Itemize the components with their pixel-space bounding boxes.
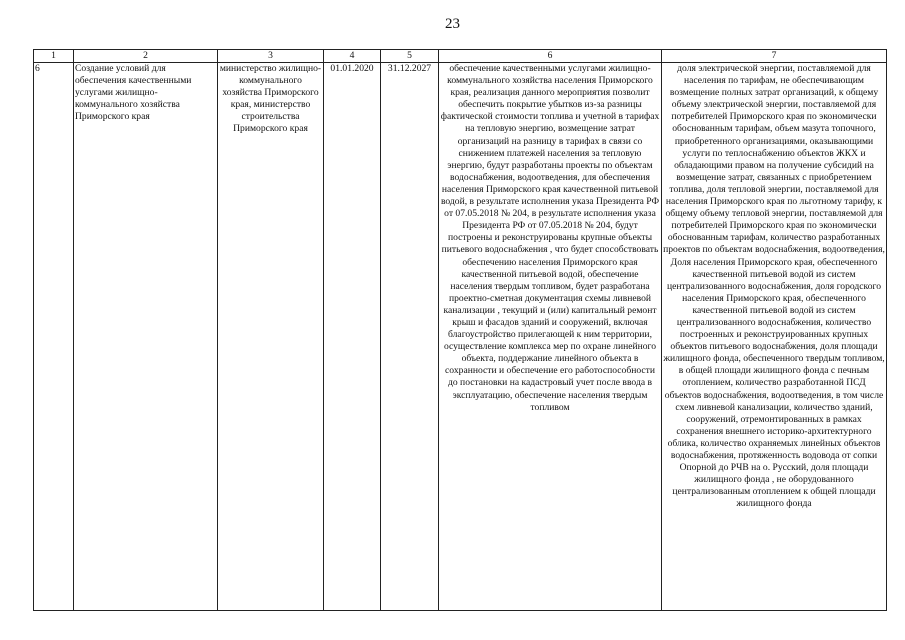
column-number-3: 3 [218, 50, 324, 63]
end-date: 31.12.2027 [381, 63, 439, 611]
start-date: 01.01.2020 [324, 63, 381, 611]
column-number-5: 5 [381, 50, 439, 63]
program-table [33, 49, 887, 611]
row-number: 6 [34, 63, 74, 611]
table-row [34, 63, 887, 611]
column-number-6: 6 [439, 50, 662, 63]
column-number-1: 1 [34, 50, 74, 63]
column-number-row [34, 50, 887, 63]
column-number-4: 4 [324, 50, 381, 63]
column-number-7: 7 [662, 50, 887, 63]
column-number-2: 2 [74, 50, 218, 63]
responsible-executor: министерство жилищно-коммунального хозяйства Приморского края, министерство строительства Приморского края [218, 63, 324, 611]
activity-name: Создание условий для обеспечения качественными услугами жилищно-коммунального хозяйства Приморского края [74, 63, 218, 611]
target-indicators: доля электрической энергии, поставляемой для населения по тарифам, не обеспечивающим возмещение полных затрат организаций, к общему объему электрической энергии, поставляемой для потребителей Приморского края по экономически обоснованным тарифам, объем мазута топочного, приобретенного организациями, оказывающими услуги по теплоснабжению объектов ЖКХ и обладающими правом на получение субсидий на возмещение затрат, связанных с приобретением топлива, доля тепловой энергии, поставляемой для населения Приморского края по льготному тарифу, к общему объему тепловой энергии, поставляемой для потребителей Приморского края по экономически обоснованным тарифам, количество разработанных проектов по объектам водоснабжения, водоотведения, Доля населения Приморского края, обеспеченного качественной питьевой водой из систем централизованного водоснабжения, доля городского населения Приморского края, обеспеченного качественной питьевой водой из систем централизованного водоснабжения, количество построенных и реконструированных крупных объектов питьевого водоснабжения, доля площади жилищного фонда, обеспеченного твердым топливом, в общей площади жилищного фонда с печным отоплением, количество разработанной ПСД объектов водоснабжения, водоотведения, в том числе схем ливневой канализации, количество зданий, сооружений, отремонтированных в рамках сохранения внешнего историко-архитектурного облика, количество охраняемых линейных объектов водоснабжения, протяженность водовода от сопки Опорной до РЧВ на о. Русский, доля площади жилищного фонда , не оборудованного централизованным отоплением к общей площади жилищного фонда [662, 63, 887, 611]
expected-result: обеспечение качественными услугами жилищно-коммунального хозяйства населения Приморского края, реализация данного мероприятия позволит обеспечить покрытие убытков из-за разницы фактической стоимости топлива и учетной в тарифах на тепловую энергию, возмещение затрат организаций на разницу в тарифах в связи со снижением платежей населения за тепловую энергию, будут разработаны проекты по объектам водоснабжения, водоотведения, для обеспечения населения Приморского края качественной питьевой водой, в результате исполнения указа Президента РФ от 07.05.2018 № 204, в результате исполнения указа Президента РФ от 07.05.2018 № 204, будут построены и реконструированы крупные объекты питьевого водоснабжения , что будет способствовать обеспечению населения Приморского края качественной питьевой водой, обеспечение населения твердым топливом, будет разработана проектно-сметная документация схемы ливневой канализации , текущий и (или) капитальный ремонт крыш и фасадов зданий и сооружений, включая благоустройство прилегающей к ним территории, осуществление комплекса мер по охране линейного объекта, поддержание линейного объекта в сохранности и обеспечение его работоспособности до постановки на кадастровый учет после ввода в эксплуатацию, обеспечение населения твердым топливом [439, 63, 662, 611]
page-number: 23 [445, 16, 460, 32]
